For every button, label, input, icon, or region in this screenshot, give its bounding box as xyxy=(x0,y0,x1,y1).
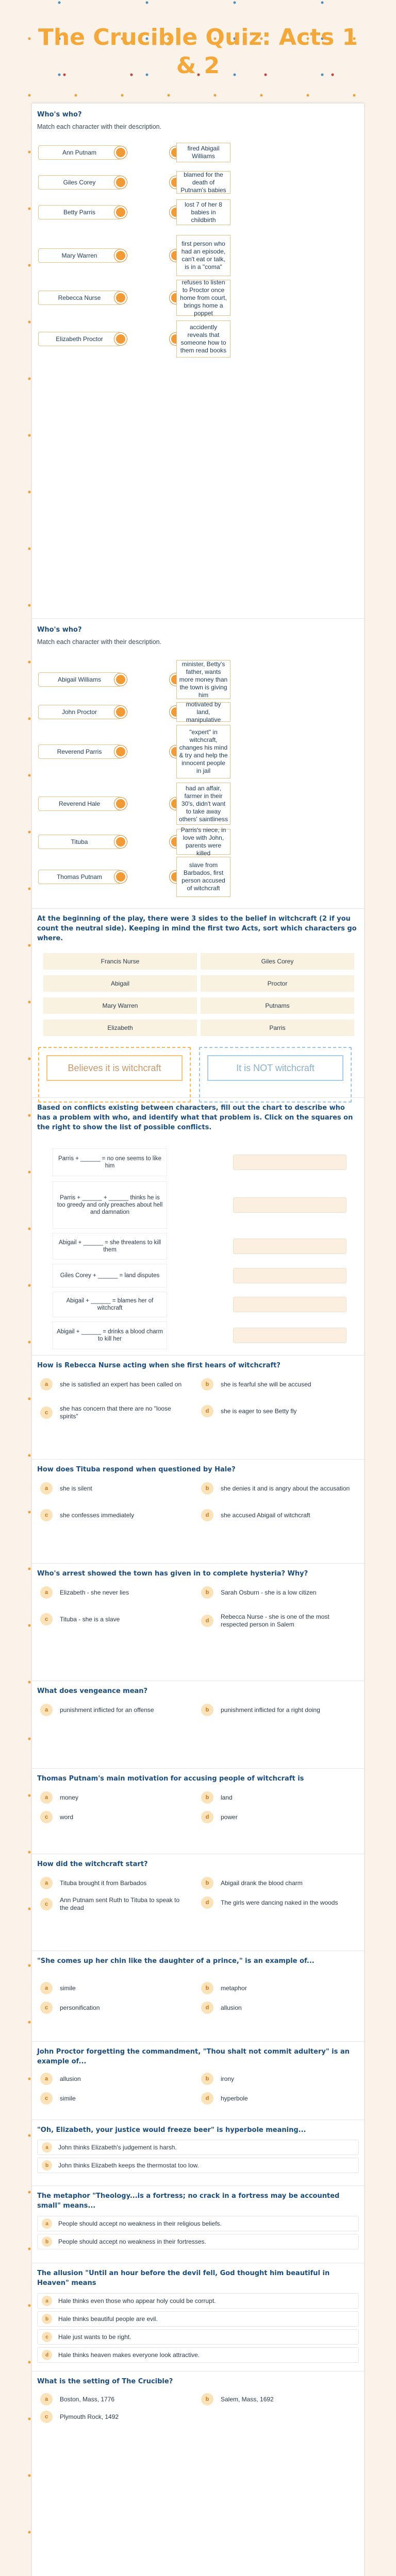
match-left-item[interactable]: Elizabeth Proctor xyxy=(38,332,121,346)
option-text: she is satisfied an expert has been called on xyxy=(60,1380,182,1388)
answer-option[interactable] xyxy=(201,1811,351,1823)
answer-option[interactable] xyxy=(37,2293,359,2309)
option-letter: c xyxy=(40,1509,53,1521)
option-letter: c xyxy=(40,1613,53,1625)
option-letter: a xyxy=(42,2142,52,2153)
conflict-answer-box[interactable] xyxy=(233,1239,346,1254)
connector-dot[interactable] xyxy=(114,333,127,345)
option-text: allusion xyxy=(221,2004,242,2011)
mc-question xyxy=(32,1681,364,1741)
option-letter: c xyxy=(40,1811,53,1823)
option-text: she is fearful she will be accused xyxy=(221,1380,311,1388)
option-text: Plymouth Rock, 1492 xyxy=(60,2413,119,2420)
answer-option[interactable] xyxy=(201,1482,351,1495)
option-letter: a xyxy=(40,2073,53,2085)
question-text: "Oh, Elizabeth, your justice would freeze beer" is hyperbole meaning... xyxy=(37,2126,306,2134)
bucket-label: Believes it is witchcraft xyxy=(46,1055,183,1081)
answer-option[interactable] xyxy=(37,2347,359,2363)
match-left-item[interactable]: Tituba xyxy=(38,835,121,849)
option-letter: c xyxy=(40,1898,53,1910)
option-text: she is silent xyxy=(60,1484,92,1492)
option-text: she confesses immediately xyxy=(60,1511,135,1519)
sort-section xyxy=(32,908,364,1091)
answer-option[interactable] xyxy=(40,1704,190,1716)
mc-question xyxy=(32,2185,364,2258)
match-section xyxy=(32,103,364,372)
connector-dot[interactable] xyxy=(114,176,127,189)
answer-option[interactable] xyxy=(40,2393,190,2405)
conflict-prompt: Parris + ______ + ______ thinks he is too greedy and only preaches about hell and damnation xyxy=(53,1181,167,1229)
answer-option[interactable] xyxy=(40,1509,190,1521)
answer-option[interactable] xyxy=(37,2216,359,2231)
answer-option[interactable] xyxy=(40,1613,190,1625)
sort-item[interactable]: Proctor xyxy=(201,975,354,992)
option-text: money xyxy=(60,1793,79,1801)
answer-option[interactable] xyxy=(201,2002,351,2014)
question-text: Who's arrest showed the town has given in to complete hysteria? Why? xyxy=(37,1570,308,1578)
answer-option[interactable] xyxy=(40,1405,190,1420)
mc-question xyxy=(32,1951,364,2014)
option-letter: a xyxy=(40,1378,53,1391)
connector-dot[interactable] xyxy=(114,871,127,883)
match-right-item[interactable]: accidently reveals that someone how to them read books xyxy=(176,320,230,358)
option-letter: c xyxy=(40,2092,53,2105)
question-text: John Proctor forgetting the commandment, "Thou shalt not commit adultery" is an example of... xyxy=(37,2048,350,2065)
answer-option[interactable] xyxy=(201,1613,351,1629)
option-letter: b xyxy=(201,2393,213,2405)
conflict-prompt: Abigail + ______ = blames her of witchcraft xyxy=(53,1292,167,1317)
answer-option[interactable] xyxy=(37,2311,359,2327)
option-text: irony xyxy=(221,2075,235,2082)
connector-dot[interactable] xyxy=(114,249,127,262)
option-text: Elizabeth - she never lies xyxy=(60,1588,129,1596)
option-text: she has concern that there are no "loose spirits" xyxy=(60,1405,171,1420)
question-text: The metaphor "Theology...is a fortress; no crack in a fortress may be accounted small" means... xyxy=(37,2192,340,2210)
answer-option[interactable] xyxy=(201,2393,351,2405)
answer-option[interactable] xyxy=(201,1405,351,1417)
question-text: "She comes up her chin like the daughter of a prince," is an example of... xyxy=(37,1957,315,1965)
answer-option[interactable] xyxy=(40,1586,190,1599)
option-text: personification xyxy=(60,2004,100,2011)
option-text: Tituba - she is a slave xyxy=(60,1615,120,1623)
option-letter: a xyxy=(40,2393,53,2405)
option-text: Hale thinks even those who appear holy could be corrupt. xyxy=(58,2297,216,2304)
answer-option[interactable] xyxy=(40,2411,190,2423)
option-text: People should accept no weakness in their religious beliefs. xyxy=(58,2220,222,2227)
conflict-answer-box[interactable] xyxy=(233,1328,346,1343)
option-letter: a xyxy=(40,1791,53,1804)
option-letter: b xyxy=(42,2236,52,2247)
option-text: Abigail drank the blood charm xyxy=(221,1879,303,1887)
match-right-item[interactable]: slave from Barbados, first person accused of witchcraft xyxy=(176,857,230,897)
option-letter: a xyxy=(40,1704,53,1716)
match-right-item[interactable]: blamed for the death of Putnam's babies xyxy=(176,171,230,194)
option-text: John thinks Elizabeth keeps the thermostat too low. xyxy=(58,2162,199,2169)
mc-question xyxy=(32,1459,364,1536)
mc-question xyxy=(32,2041,364,2113)
option-letter: d xyxy=(201,1509,213,1521)
question-text: Based on conflicts existing between characters, fill out the chart to describe who has a problem with who, and identify what that problem is. Click on the squares on the right to show the list of possible conflicts. xyxy=(37,1104,353,1131)
option-text: Salem, Mass, 1692 xyxy=(221,2395,274,2403)
option-text: metaphor xyxy=(221,1984,247,1992)
option-text: hyperbole xyxy=(221,2094,248,2102)
match-right-item[interactable]: motivated by land, manipulative xyxy=(176,702,230,722)
answer-option[interactable] xyxy=(40,2002,190,2014)
sort-item[interactable]: Mary Warren xyxy=(43,997,197,1014)
option-letter: d xyxy=(201,1896,213,1909)
option-letter: d xyxy=(201,2002,213,2014)
worksheet xyxy=(32,103,364,2576)
instruction-text: Match each character with their description. xyxy=(37,123,162,130)
option-letter: c xyxy=(40,2002,53,2014)
question-text: How does Tituba respond when questioned by Hale? xyxy=(37,1466,236,1473)
option-letter: d xyxy=(201,2092,213,2105)
option-text: word xyxy=(60,1813,74,1821)
mc-question xyxy=(32,1854,364,1924)
option-text: John thinks Elizabeth's judgement is harsh. xyxy=(58,2144,177,2151)
connector-dot[interactable] xyxy=(114,706,127,718)
option-text: Hale thinks beautiful people are evil. xyxy=(58,2315,158,2323)
option-text: punishment inflicted for a right doing xyxy=(221,1706,320,1714)
option-text: allusion xyxy=(60,2075,81,2082)
option-text: simile xyxy=(60,1984,76,1992)
connector-dot[interactable] xyxy=(114,292,127,304)
mc-question xyxy=(32,1768,364,1827)
option-letter: b xyxy=(201,2073,213,2085)
option-letter: a xyxy=(40,1877,53,1889)
answer-option[interactable] xyxy=(40,1811,190,1823)
option-letter: a xyxy=(40,1982,53,1994)
option-letter: a xyxy=(40,1586,53,1599)
sort-item[interactable]: Putnams xyxy=(201,997,354,1014)
option-letter: d xyxy=(201,1615,213,1627)
question-text: What is the setting of The Crucible? xyxy=(37,2378,173,2385)
connector-dot[interactable] xyxy=(114,206,127,218)
match-left-item[interactable]: Giles Corey xyxy=(38,175,121,190)
sort-item[interactable]: Parris xyxy=(201,1020,354,1036)
option-text: The girls were dancing naked in the woods xyxy=(221,1899,338,1906)
match-left-item[interactable]: Mary Warren xyxy=(38,248,121,263)
option-letter: a xyxy=(42,2296,52,2306)
answer-option[interactable] xyxy=(201,1896,351,1909)
match-right-item[interactable]: first person who had an episode, can't eat or talk, is in a "coma" xyxy=(176,235,230,276)
instruction-text: Match each character with their description. xyxy=(37,638,162,646)
option-text: Rebecca Nurse - she is one of the most respected person in Salem xyxy=(221,1613,329,1628)
connector-dot[interactable] xyxy=(114,146,127,159)
option-text: People should accept no weakness in their fortresses. xyxy=(58,2238,206,2245)
option-text: Sarah Osburn - she is a low citizen xyxy=(221,1588,317,1596)
answer-option[interactable] xyxy=(37,2140,359,2155)
option-letter: c xyxy=(40,1406,53,1419)
answer-option[interactable] xyxy=(40,1896,190,1912)
mc-question xyxy=(32,1563,364,1654)
connector-dot[interactable] xyxy=(114,798,127,810)
option-text: Ann Putnam sent Ruth to Tituba to speak to the dead xyxy=(60,1896,180,1911)
option-letter: c xyxy=(42,2332,52,2342)
sort-item[interactable]: Giles Corey xyxy=(201,953,354,970)
bucket-label: It is NOT witchcraft xyxy=(207,1055,343,1081)
match-right-item[interactable]: minister, Betty's father, wants more money than the town is giving him xyxy=(176,660,230,699)
option-text: Hale just wants to be right. xyxy=(58,2333,131,2341)
match-left-item[interactable]: Reverend Hale xyxy=(38,796,121,811)
option-letter: c xyxy=(40,2411,53,2423)
answer-option[interactable] xyxy=(40,1791,190,1804)
page-title: The Crucible Quiz: Acts 1 & 2 xyxy=(38,24,358,79)
option-letter: b xyxy=(201,1791,213,1804)
option-text: she is eager to see Betty fly xyxy=(221,1407,297,1415)
connector-dot[interactable] xyxy=(114,745,127,758)
match-left-item[interactable]: Reverend Parris xyxy=(38,744,121,759)
option-letter: b xyxy=(201,1877,213,1889)
option-letter: b xyxy=(201,1378,213,1391)
option-text: Tituba brought it from Barbados xyxy=(60,1879,147,1887)
match-left-item[interactable]: John Proctor xyxy=(38,705,121,719)
option-text: land xyxy=(221,1793,233,1801)
question-text: How is Rebecca Nurse acting when she first hears of witchcraft? xyxy=(37,1362,280,1369)
answer-option[interactable] xyxy=(40,2073,190,2085)
sort-item[interactable]: Abigail xyxy=(43,975,197,992)
conflict-answer-box[interactable] xyxy=(233,1197,346,1213)
question-text: How did the witchcraft start? xyxy=(37,1860,148,1868)
option-text: punishment inflicted for an offense xyxy=(60,1706,154,1714)
option-letter: b xyxy=(42,2314,52,2324)
conflict-answer-box[interactable] xyxy=(233,1268,346,1283)
option-text: simile xyxy=(60,2094,76,2102)
option-letter: d xyxy=(201,1811,213,1823)
answer-option[interactable] xyxy=(40,1378,190,1391)
answer-option[interactable] xyxy=(40,1482,190,1495)
mc-question xyxy=(32,2263,364,2366)
answer-option[interactable] xyxy=(37,2234,359,2249)
option-letter: d xyxy=(42,2350,52,2360)
option-letter: b xyxy=(201,1482,213,1495)
option-letter: b xyxy=(201,1704,213,1716)
match-left-item[interactable]: Thomas Putnam xyxy=(38,870,121,884)
mc-question xyxy=(32,2371,364,2428)
sort-bucket[interactable] xyxy=(38,1047,191,1103)
answer-option[interactable] xyxy=(201,1704,351,1716)
answer-option[interactable] xyxy=(201,1586,351,1599)
option-text: she accused Abigail of witchcraft xyxy=(221,1511,310,1519)
question-text: The allusion "Until an hour before the devil fell, God thought him beautiful in Heaven" means xyxy=(37,2269,330,2287)
answer-option[interactable] xyxy=(201,1378,351,1391)
question-text: At the beginning of the play, there were 3 sides to the belief in witchcraft (2 if you count the neutral side). Keeping in mind the first two Acts, sort which characters go where. xyxy=(37,915,357,942)
connector-dot[interactable] xyxy=(114,673,127,686)
match-left-item[interactable]: Abigail Williams xyxy=(38,672,121,687)
question-text: Who's who? xyxy=(37,111,82,118)
match-left-item[interactable]: Rebecca Nurse xyxy=(38,291,121,305)
answer-option[interactable] xyxy=(201,1877,351,1889)
conflict-prompt: Abigail + ______ = she threatens to kill them xyxy=(53,1233,167,1260)
option-letter: a xyxy=(42,2218,52,2229)
answer-option[interactable] xyxy=(201,1509,351,1521)
mc-question xyxy=(32,2120,364,2179)
answer-option[interactable] xyxy=(201,2092,351,2105)
match-right-item[interactable]: Parris's niece, in love with John, parents were killed xyxy=(176,829,230,855)
answer-option[interactable] xyxy=(201,1982,351,1994)
match-right-item[interactable]: "expert" in witchcraft, changes his mind & try and help the innocent people in jail xyxy=(176,725,230,778)
option-text: Boston, Mass, 1776 xyxy=(60,2395,115,2403)
option-letter: b xyxy=(42,2160,52,2171)
answer-option[interactable] xyxy=(40,1877,190,1889)
option-letter: b xyxy=(201,1982,213,1994)
match-right-item[interactable]: fired Abigail Williams xyxy=(176,143,230,162)
option-text: she denies it and is angry about the accusation xyxy=(221,1484,350,1492)
option-letter: d xyxy=(201,1405,213,1417)
option-letter: a xyxy=(40,1482,53,1495)
answer-option[interactable] xyxy=(201,1791,351,1804)
sort-item[interactable]: Francis Nurse xyxy=(43,953,197,970)
conflict-answer-box[interactable] xyxy=(233,1297,346,1312)
match-right-item[interactable]: refuses to listen to Proctor once home from court, brings home a poppet xyxy=(176,280,230,316)
answer-option[interactable] xyxy=(37,2158,359,2173)
sort-bucket[interactable] xyxy=(199,1047,352,1103)
conflict-prompt: Giles Corey + ______ = land disputes xyxy=(53,1264,167,1287)
option-text: power xyxy=(221,1813,238,1821)
sort-item[interactable]: Elizabeth xyxy=(43,1020,197,1036)
answer-option[interactable] xyxy=(201,2073,351,2085)
mc-question xyxy=(32,1355,364,1432)
conflict-prompt: Abigail + ______ = drinks a blood charm to kill her xyxy=(53,1321,167,1349)
question-text: Thomas Putnam's main motivation for accusing people of witchcraft is xyxy=(37,1775,304,1783)
question-text: Who's who? xyxy=(37,626,82,634)
question-text: What does vengeance mean? xyxy=(37,1687,148,1695)
option-letter: b xyxy=(201,1586,213,1599)
match-right-item[interactable]: lost 7 of her 8 babies in childbirth xyxy=(176,199,230,225)
match-left-item[interactable]: Betty Parris xyxy=(38,205,121,219)
connector-dot[interactable] xyxy=(114,836,127,848)
conflict-answer-box[interactable] xyxy=(233,1155,346,1170)
match-left-item[interactable]: Ann Putnam xyxy=(38,145,121,160)
answer-option[interactable] xyxy=(37,2329,359,2345)
answer-option[interactable] xyxy=(40,1982,190,1994)
match-section xyxy=(32,618,364,912)
conflict-prompt: Parris + ______ = no one seems to like him xyxy=(53,1148,167,1176)
match-right-item[interactable]: had an affair, farmer in their 30's, didn't want to take away others' saintliness xyxy=(176,783,230,825)
answer-option[interactable] xyxy=(40,2092,190,2105)
option-text: Hale thinks heaven makes everyone look attractive. xyxy=(58,2351,200,2359)
